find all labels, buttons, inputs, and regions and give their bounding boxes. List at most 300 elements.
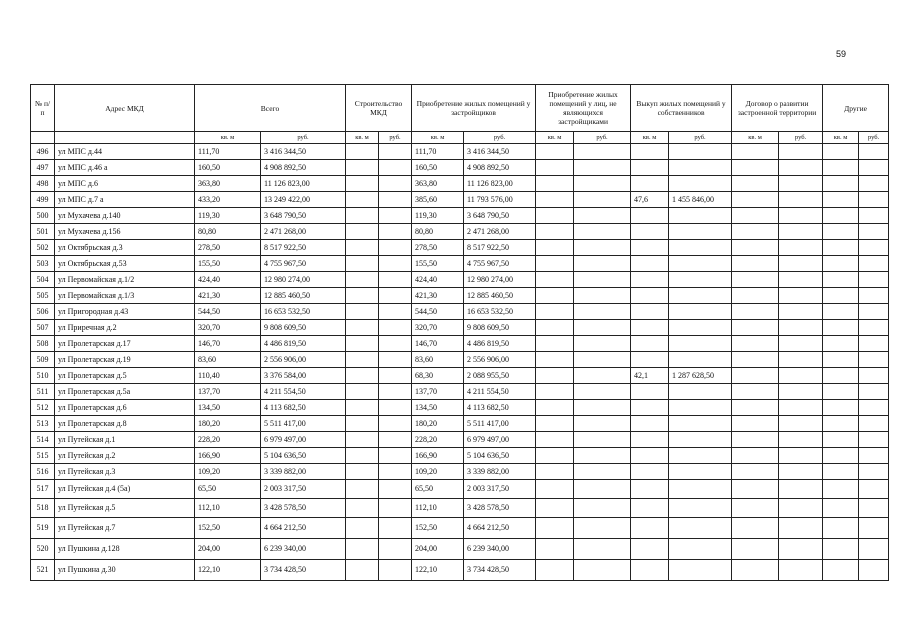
row-total-rub: 3 416 344,50	[261, 144, 346, 160]
row-other-rub	[859, 288, 889, 304]
row-constr-rub	[379, 192, 412, 208]
row-constr-area	[346, 518, 379, 539]
row-number: 520	[31, 539, 55, 560]
col-other-header: Другие	[823, 85, 889, 132]
row-contract-rub	[779, 560, 823, 581]
row-total-area: 424,40	[195, 272, 261, 288]
row-other-rub	[859, 560, 889, 581]
row-contract-area	[732, 176, 779, 192]
col-num-header: № п/п	[31, 85, 55, 132]
row-address: ул Первомайская д.1/2	[55, 272, 195, 288]
row-nondev-rub	[574, 432, 631, 448]
row-dev-area: 119,30	[412, 208, 464, 224]
row-dev-rub: 4 486 819,50	[464, 336, 536, 352]
row-number: 510	[31, 368, 55, 384]
row-constr-rub	[379, 176, 412, 192]
row-nondev-area	[536, 384, 574, 400]
row-constr-area	[346, 416, 379, 432]
table-row	[31, 368, 889, 384]
row-dev-area: 134,50	[412, 400, 464, 416]
row-address: ул Путейская д.1	[55, 432, 195, 448]
row-constr-area	[346, 272, 379, 288]
row-buyout-area	[631, 336, 669, 352]
row-constr-rub	[379, 368, 412, 384]
row-dev-rub: 4 113 682,50	[464, 400, 536, 416]
row-other-area	[823, 192, 859, 208]
row-total-rub: 12 980 274,00	[261, 272, 346, 288]
row-constr-area	[346, 176, 379, 192]
row-total-area: 433,20	[195, 192, 261, 208]
row-total-area: 122,10	[195, 560, 261, 581]
row-total-area: 421,30	[195, 288, 261, 304]
row-constr-rub	[379, 432, 412, 448]
row-dev-area: 320,70	[412, 320, 464, 336]
row-other-rub	[859, 499, 889, 518]
row-total-area: 204,00	[195, 539, 261, 560]
row-contract-area	[732, 499, 779, 518]
row-number: 514	[31, 432, 55, 448]
row-nondev-area	[536, 368, 574, 384]
row-other-rub	[859, 518, 889, 539]
row-buyout-area	[631, 400, 669, 416]
row-contract-rub	[779, 352, 823, 368]
row-dev-rub: 2 471 268,00	[464, 224, 536, 240]
row-nondev-area	[536, 560, 574, 581]
unit-total-m: кв. м	[195, 132, 261, 144]
table-row	[31, 384, 889, 400]
row-nondev-rub	[574, 352, 631, 368]
row-address: ул Путейская д.5	[55, 499, 195, 518]
row-other-rub	[859, 304, 889, 320]
row-contract-area	[732, 272, 779, 288]
row-other-rub	[859, 208, 889, 224]
row-contract-area	[732, 464, 779, 480]
row-contract-rub	[779, 448, 823, 464]
row-address: ул Мухачева д.156	[55, 224, 195, 240]
row-dev-area: 228,20	[412, 432, 464, 448]
row-address: ул Путейская д.3	[55, 464, 195, 480]
col-total-header: Всего	[195, 85, 346, 132]
row-nondev-area	[536, 320, 574, 336]
row-total-area: 152,50	[195, 518, 261, 539]
table-row	[31, 499, 889, 518]
row-nondev-rub	[574, 448, 631, 464]
row-number: 497	[31, 160, 55, 176]
row-address: ул Путейская д.7	[55, 518, 195, 539]
row-buyout-rub	[669, 464, 732, 480]
row-nondev-rub	[574, 160, 631, 176]
row-other-area	[823, 272, 859, 288]
row-contract-rub	[779, 192, 823, 208]
row-other-area	[823, 499, 859, 518]
row-contract-rub	[779, 224, 823, 240]
row-nondev-rub	[574, 272, 631, 288]
row-contract-area	[732, 384, 779, 400]
row-total-area: 228,20	[195, 432, 261, 448]
row-constr-rub	[379, 208, 412, 224]
row-buyout-area	[631, 320, 669, 336]
row-contract-area	[732, 518, 779, 539]
row-contract-rub	[779, 256, 823, 272]
row-contract-area	[732, 256, 779, 272]
row-total-area: 320,70	[195, 320, 261, 336]
row-buyout-rub	[669, 336, 732, 352]
row-contract-rub	[779, 416, 823, 432]
row-contract-rub	[779, 384, 823, 400]
row-address: ул Путейская д.4 (5а)	[55, 480, 195, 499]
row-nondev-rub	[574, 480, 631, 499]
table-row	[31, 560, 889, 581]
row-other-area	[823, 539, 859, 560]
row-total-area: 278,50	[195, 240, 261, 256]
unit-oth-m: кв. м	[823, 132, 859, 144]
row-constr-area	[346, 256, 379, 272]
row-contract-rub	[779, 288, 823, 304]
row-nondev-rub	[574, 192, 631, 208]
table-row	[31, 176, 889, 192]
row-dev-area: 137,70	[412, 384, 464, 400]
row-dev-area: 421,30	[412, 288, 464, 304]
row-constr-area	[346, 352, 379, 368]
row-buyout-rub: 1 455 846,00	[669, 192, 732, 208]
row-buyout-rub	[669, 288, 732, 304]
row-buyout-rub	[669, 320, 732, 336]
row-number: 498	[31, 176, 55, 192]
row-nondev-rub	[574, 304, 631, 320]
row-buyout-rub	[669, 352, 732, 368]
table-row	[31, 432, 889, 448]
row-total-rub: 16 653 532,50	[261, 304, 346, 320]
unit-dev-m: кв. м	[412, 132, 464, 144]
table-row	[31, 288, 889, 304]
row-nondev-rub	[574, 368, 631, 384]
row-dev-rub: 12 980 274,00	[464, 272, 536, 288]
row-other-rub	[859, 192, 889, 208]
row-other-rub	[859, 416, 889, 432]
row-number: 507	[31, 320, 55, 336]
row-buyout-area	[631, 464, 669, 480]
row-constr-area	[346, 240, 379, 256]
row-address: ул Пролетарская д.17	[55, 336, 195, 352]
row-dev-rub: 2 003 317,50	[464, 480, 536, 499]
row-contract-area	[732, 480, 779, 499]
row-constr-rub	[379, 256, 412, 272]
row-nondev-area	[536, 336, 574, 352]
row-number: 511	[31, 384, 55, 400]
row-dev-area: 544,50	[412, 304, 464, 320]
table-row	[31, 518, 889, 539]
row-address: ул Пролетарская д.5а	[55, 384, 195, 400]
row-contract-rub	[779, 144, 823, 160]
row-dev-area: 155,50	[412, 256, 464, 272]
row-dev-rub: 4 908 892,50	[464, 160, 536, 176]
table-row	[31, 256, 889, 272]
row-address: ул Пригородная д.43	[55, 304, 195, 320]
row-total-area: 119,30	[195, 208, 261, 224]
unit-contr-m: кв. м	[732, 132, 779, 144]
row-dev-rub: 11 793 576,00	[464, 192, 536, 208]
row-buyout-area	[631, 256, 669, 272]
row-dev-area: 385,60	[412, 192, 464, 208]
row-contract-rub	[779, 240, 823, 256]
row-constr-area	[346, 432, 379, 448]
row-contract-rub	[779, 539, 823, 560]
row-nondev-rub	[574, 208, 631, 224]
row-number: 500	[31, 208, 55, 224]
row-address: ул Пролетарская д.8	[55, 416, 195, 432]
row-number: 521	[31, 560, 55, 581]
row-other-area	[823, 336, 859, 352]
row-address: ул Октябрьская д.3	[55, 240, 195, 256]
row-address: ул Пролетарская д.6	[55, 400, 195, 416]
row-address: ул МПС д.7 а	[55, 192, 195, 208]
row-other-rub	[859, 448, 889, 464]
unit-cell	[55, 132, 195, 144]
row-dev-area: 83,60	[412, 352, 464, 368]
row-nondev-area	[536, 499, 574, 518]
row-other-rub	[859, 400, 889, 416]
row-buyout-rub	[669, 416, 732, 432]
row-other-area	[823, 416, 859, 432]
row-other-rub	[859, 539, 889, 560]
row-buyout-rub	[669, 432, 732, 448]
row-buyout-rub	[669, 539, 732, 560]
row-number: 517	[31, 480, 55, 499]
row-contract-area	[732, 224, 779, 240]
row-constr-rub	[379, 144, 412, 160]
row-contract-rub	[779, 480, 823, 499]
row-buyout-rub	[669, 160, 732, 176]
row-constr-rub	[379, 272, 412, 288]
row-nondev-area	[536, 464, 574, 480]
row-dev-area: 160,50	[412, 160, 464, 176]
row-constr-rub	[379, 224, 412, 240]
row-total-rub: 12 885 460,50	[261, 288, 346, 304]
row-constr-rub	[379, 480, 412, 499]
row-contract-area	[732, 352, 779, 368]
row-dev-area: 122,10	[412, 560, 464, 581]
row-nondev-area	[536, 272, 574, 288]
row-other-area	[823, 256, 859, 272]
row-dev-area: 112,10	[412, 499, 464, 518]
row-dev-rub: 6 979 497,00	[464, 432, 536, 448]
row-buyout-area	[631, 518, 669, 539]
row-dev-rub: 4 211 554,50	[464, 384, 536, 400]
row-buyout-area	[631, 160, 669, 176]
row-nondev-rub	[574, 224, 631, 240]
row-nondev-area	[536, 480, 574, 499]
table-body	[31, 144, 889, 581]
row-dev-rub: 9 808 609,50	[464, 320, 536, 336]
row-total-rub: 4 211 554,50	[261, 384, 346, 400]
table-row	[31, 208, 889, 224]
row-total-area: 80,80	[195, 224, 261, 240]
row-contract-rub	[779, 336, 823, 352]
row-number: 502	[31, 240, 55, 256]
row-address: ул МПС д.6	[55, 176, 195, 192]
row-contract-rub	[779, 400, 823, 416]
row-buyout-rub	[669, 176, 732, 192]
row-buyout-rub: 1 287 628,50	[669, 368, 732, 384]
unit-oth-r: руб.	[859, 132, 889, 144]
col-address-header: Адрес МКД	[55, 85, 195, 132]
row-number: 503	[31, 256, 55, 272]
row-constr-area	[346, 539, 379, 560]
row-number: 506	[31, 304, 55, 320]
row-contract-area	[732, 336, 779, 352]
row-total-area: 112,10	[195, 499, 261, 518]
row-nondev-area	[536, 304, 574, 320]
row-address: ул Мухачева д.140	[55, 208, 195, 224]
row-contract-area	[732, 416, 779, 432]
row-dev-rub: 2 088 955,50	[464, 368, 536, 384]
row-constr-rub	[379, 400, 412, 416]
row-contract-rub	[779, 208, 823, 224]
row-constr-rub	[379, 384, 412, 400]
row-contract-area	[732, 304, 779, 320]
row-number: 499	[31, 192, 55, 208]
unit-dev-r: руб.	[464, 132, 536, 144]
row-buyout-area	[631, 352, 669, 368]
row-other-area	[823, 432, 859, 448]
row-total-area: 166,90	[195, 448, 261, 464]
row-nondev-area	[536, 448, 574, 464]
row-constr-area	[346, 144, 379, 160]
row-nondev-rub	[574, 176, 631, 192]
row-contract-area	[732, 320, 779, 336]
row-contract-rub	[779, 368, 823, 384]
row-buyout-area	[631, 384, 669, 400]
row-nondev-area	[536, 192, 574, 208]
row-constr-rub	[379, 416, 412, 432]
row-dev-area: 109,20	[412, 464, 464, 480]
row-buyout-rub	[669, 224, 732, 240]
row-other-rub	[859, 480, 889, 499]
row-number: 513	[31, 416, 55, 432]
row-contract-rub	[779, 176, 823, 192]
row-address: ул Приречная д.2	[55, 320, 195, 336]
row-total-rub: 8 517 922,50	[261, 240, 346, 256]
table-row	[31, 240, 889, 256]
row-contract-area	[732, 288, 779, 304]
row-nondev-area	[536, 176, 574, 192]
row-other-rub	[859, 384, 889, 400]
row-constr-rub	[379, 352, 412, 368]
row-constr-area	[346, 304, 379, 320]
row-other-area	[823, 448, 859, 464]
row-address: ул Пушкина д.128	[55, 539, 195, 560]
row-total-rub: 5 104 636,50	[261, 448, 346, 464]
row-dev-rub: 4 664 212,50	[464, 518, 536, 539]
row-buyout-rub	[669, 400, 732, 416]
row-nondev-area	[536, 539, 574, 560]
row-buyout-area: 42,1	[631, 368, 669, 384]
row-other-rub	[859, 272, 889, 288]
row-nondev-rub	[574, 288, 631, 304]
row-nondev-rub	[574, 518, 631, 539]
table-row	[31, 480, 889, 499]
row-buyout-rub	[669, 518, 732, 539]
row-nondev-rub	[574, 336, 631, 352]
header-row	[31, 85, 889, 132]
row-buyout-rub	[669, 272, 732, 288]
row-dev-area: 152,50	[412, 518, 464, 539]
row-buyout-area	[631, 240, 669, 256]
row-constr-area	[346, 192, 379, 208]
row-contract-rub	[779, 432, 823, 448]
row-dev-area: 424,40	[412, 272, 464, 288]
row-other-area	[823, 240, 859, 256]
row-dev-rub: 3 428 578,50	[464, 499, 536, 518]
row-total-area: 137,70	[195, 384, 261, 400]
unit-constr-m: кв. м	[346, 132, 379, 144]
row-address: ул Путейская д.2	[55, 448, 195, 464]
row-total-rub: 4 664 212,50	[261, 518, 346, 539]
row-dev-rub: 3 339 882,00	[464, 464, 536, 480]
unit-nondev-r: руб.	[574, 132, 631, 144]
row-total-rub: 4 908 892,50	[261, 160, 346, 176]
row-nondev-rub	[574, 320, 631, 336]
row-nondev-rub	[574, 384, 631, 400]
row-constr-area	[346, 208, 379, 224]
row-number: 518	[31, 499, 55, 518]
row-nondev-rub	[574, 560, 631, 581]
col-purchase-nondev-header: Приобретение жилых помещений у лиц, не являющихся застройщиками	[536, 85, 631, 132]
row-dev-rub: 16 653 532,50	[464, 304, 536, 320]
col-construction-header: Строительство МКД	[346, 85, 412, 132]
row-number: 508	[31, 336, 55, 352]
row-buyout-area	[631, 416, 669, 432]
row-other-rub	[859, 144, 889, 160]
row-buyout-rub	[669, 144, 732, 160]
row-contract-area	[732, 560, 779, 581]
row-buyout-area	[631, 176, 669, 192]
row-total-area: 109,20	[195, 464, 261, 480]
row-constr-rub	[379, 499, 412, 518]
row-total-area: 83,60	[195, 352, 261, 368]
row-dev-area: 111,70	[412, 144, 464, 160]
row-buyout-area	[631, 288, 669, 304]
row-buyout-rub	[669, 384, 732, 400]
row-other-area	[823, 224, 859, 240]
row-dev-rub: 12 885 460,50	[464, 288, 536, 304]
units-row	[31, 132, 889, 144]
row-nondev-area	[536, 416, 574, 432]
row-other-area	[823, 208, 859, 224]
row-total-area: 160,50	[195, 160, 261, 176]
row-constr-area	[346, 224, 379, 240]
row-number: 501	[31, 224, 55, 240]
row-constr-rub	[379, 304, 412, 320]
table-row	[31, 272, 889, 288]
unit-contr-r: руб.	[779, 132, 823, 144]
row-total-rub: 4 113 682,50	[261, 400, 346, 416]
row-constr-rub	[379, 160, 412, 176]
row-constr-area	[346, 320, 379, 336]
row-other-rub	[859, 432, 889, 448]
row-other-area	[823, 480, 859, 499]
row-total-area: 180,20	[195, 416, 261, 432]
row-constr-rub	[379, 448, 412, 464]
row-dev-rub: 3 648 790,50	[464, 208, 536, 224]
row-nondev-area	[536, 208, 574, 224]
row-buyout-area	[631, 144, 669, 160]
row-dev-rub: 6 239 340,00	[464, 539, 536, 560]
row-total-rub: 11 126 823,00	[261, 176, 346, 192]
row-address: ул Пушкина д.30	[55, 560, 195, 581]
row-nondev-area	[536, 144, 574, 160]
row-constr-area	[346, 448, 379, 464]
